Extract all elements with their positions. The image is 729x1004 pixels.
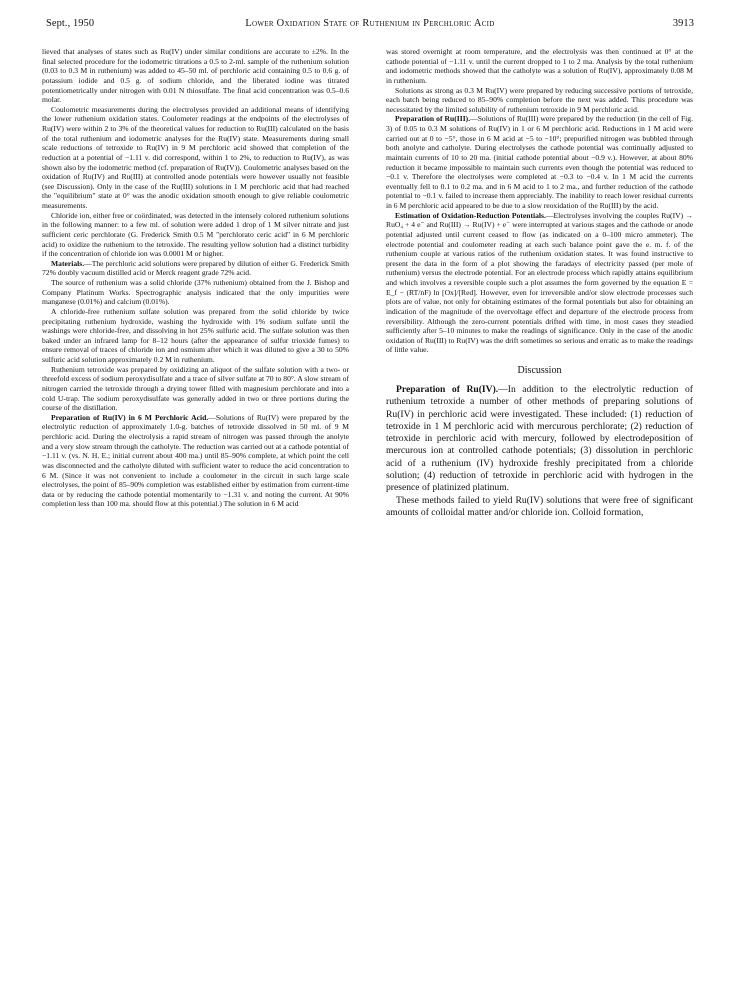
paragraph: Solutions as strong as 0.3 M Ru(IV) were prepared by reducing successive portions of tetroxide, each batch being reduced to 85–90% completion before the next was added. This procedure was necessitated by the limited solubility of ruthenium tetroxide in 9 M perchloric acid.: [386, 85, 693, 114]
paragraph-text: —In addition to the electrolytic reduction of ruthenium tetroxide a number of other methods of preparing solutions of Ru(IV) in perchloric acid were investigated. These included: (1) reduction of tetroxide in 1 M perchloric acid with mercurous perchlorate; (2) reduction of tetroxide in perchloric acid with mercury, followed by electrodeposition of mercurous ion at controlled cathode potentials; (3) dissolution in perchloric acid of a ruthenium (IV) hydroxide freshly precipitated from a chloride solution; (4) reduction of tetroxide in perchloric acid with hydrogen in the presence of platinized platinum.: [386, 384, 693, 494]
paragraph: Chloride ion, either free or coördinated, was detected in the intensely colored ruthenium solutions in the following manner: to a few ml. of solution were added 1 drop of 1 M silver nitrate and just sufficient ceric perchlorate (G. Frederick Smith 0.5 M "perchlorato ceric acid" in 6 M perchloric acid) to oxidize the ruthenium to the tetroxide. The resulting yellow solution had a distinct turbidity if the concentration of chloride ion was 0.0001 M or higher.: [42, 210, 349, 259]
paragraph-text: —The perchloric acid solutions were prepared by dilution of either G. Frederick Smith 72% doubly vacuum distilled acid or Merck reagent grade 72% acid.: [42, 258, 349, 278]
run-in-heading: Materials.: [51, 258, 85, 268]
paragraph: was stored overnight at room temperature, and the electrolysis was then continued at 0° at the cathode potential of −1.11 v. until the current dropped to 1 to 2 ma. Analysis by the total ruthenium and iodometric methods showed that the catholyte was a solution of Ru(IV), approximately 0.08 M in ruthenium.: [386, 47, 693, 85]
right-column: [386, 47, 693, 992]
paragraph: [386, 211, 693, 355]
paragraph: Coulometric measurements during the electrolyses provided an additional means of identifying the lower ruthenium oxidation states. Coulometer readings at the endpoints of the electrolyses of Ru(IV) were within 2 to 3% of the theoretical values for reduction to Ru(III) calculated on the basis of the total ruthenium and iodometric analyses for the Ru(IV) state. Measurements during small scale reductions of tetroxide to Ru(IV) in 9 M perchloric acid showed that completion of the reduction at a potential of −1.11 v. did correspond, within 1 to 2%, to reduction to Ru(IV), as was shown also by the iodometric method (cf. preparation of Ru(IV)). Coulometric analyses based on the oxidation of Ru(IV) and Ru(III) at controlled anode potentials were however usually not feasible (see Discussion). Only in the case of the Ru(III) solutions in 1 M perchloric acid that had reached the "equilibrium" state at 0° was the anodic oxidation smooth enough to give reliable coulometric measurements.: [42, 104, 349, 210]
paragraph: A chloride-free ruthenium sulfate solution was prepared from the solid chloride by twice precipitating ruthenium hydroxide, washing the hydroxide with 1% sodium sulfate until the washings were chloride-free, and dissolving in hot 25% sulfuric acid. The sulfate solution was then baked under an infrared lamp for 8–12 hours (after the appearance of sulfur trioxide fumes) to ensure removal of traces of chloride ion and osmium after which it was diluted to give a 30 to 50% sulfuric acid solution approximately 0.2 M in ruthenium.: [42, 306, 349, 364]
paragraph: [42, 413, 349, 509]
run-in-heading: Preparation of Ru(IV) in 6 M Perchloric Acid.: [51, 412, 209, 422]
run-in-heading: Preparation of Ru(IV).: [396, 384, 499, 395]
paragraph-text: —Solutions of Ru(III) were prepared by the reduction (in the cell of Fig. 3) of 0.05 to 0.3 M solutions of Ru(IV) in 1 or 6 M perchloric acid. Reductions in 1 M acid were carried out at 0 to −5°, those in 6 M acid at −5 to −10°; prepurified nitrogen was bubbled through both anolyte and catholyte. During electrolyses the cathode potential was continually adjusted to maintain currents of 10 to 20 ma. (initial cathode potential about −0.9 v.). However, at about 80% reduction it became impossible to maintain such currents even though the potential was reduced to −0.1 v. Therefore the electrolyses were completed at −0.3 to −0.4 v. In 1 M acid the currents eventually fell to 0.1 to 0.2 ma. and in 6 M acid to 1 to 2 ma., and further reduction of the cathode potential to −0.1 v. failed to increase them appreciably. The inability to reach lower residual currents in 6 M perchloric acid appeared to be due to a slow reoxidation of the Ru(III) by the acid.: [386, 114, 693, 210]
paragraph: Ruthenium tetroxide was prepared by oxidizing an aliquot of the sulfate solution with a two- or threefold excess of sodium peroxydisulfate and a trace of silver sulfate at 70 to 80°. A slow stream of nitrogen carried the tetroxide through a drying tower filled with magnesium perchlorate and into a cold U-trap. The sodium peroxydisulfate was generally added in two or three portions during the course of the distillation.: [42, 364, 349, 413]
run-in-heading: Preparation of Ru(III).: [395, 114, 471, 124]
paragraph: [386, 114, 693, 210]
paragraph: [386, 384, 693, 495]
paragraph: These methods failed to yield Ru(IV) solutions that were free of significant amounts of colloidal matter and/or chloride ion. Colloid formation,: [386, 494, 693, 518]
section-heading-discussion: Discussion: [517, 365, 562, 376]
page-number: 3913: [672, 18, 694, 29]
running-header: [46, 18, 694, 32]
running-title: Lower Oxidation State of Ruthenium in Perchloric Acid: [245, 18, 495, 29]
left-column: [42, 47, 349, 992]
paragraph-text: —Electrolyses involving the couples Ru(IV) → RuO₄ + 4 e⁻ and Ru(III) → Ru(IV) + e⁻ were interrupted at various stages and the cathode or anode potential adjusted until current ceased to flow (as indicated on a 0–100 micro ammeter). The electrode potential and coulometer reading at each such balance point gave the e. m. f. of the ruthenium couple at various ratios of the ruthenium oxidation states. It was found instructive to present the data in the form of a plot showing the faradays of electricity passed (per mole of ruthenium) versus the electrode potential. For an electrode process which rapidly attains equilibrium and which involves a reversible couple such a plot assumes the form governed by the equation E = E_f − (RT/nF) ln [Ox]/[Red]. However, even for irreversible and/or slow electrode processes such plots are of value, not only for obtaining estimates of the formal potentials but also for obtaining an indication of the magnitude of the overvoltage effect and departure of the electrode process from reversibility. Although the zero-current potentials drifted with time, in most cases they steadied sufficiently after 5–10 minutes to make the readings of significance. Only in the case of the anodic oxidation of Ru(III) to Ru(IV) was the drift sometimes so serious and erratic as to make the readings of little value.: [386, 210, 693, 355]
paragraph-text: —Solutions of Ru(IV) were prepared by the electrolytic reduction of approximately 1.0-g. batches of tetroxide dissolved in 50 ml. of 9 M perchloric acid. During the electrolysis a rapid stream of nitrogen was passed through the anolyte and a very slow stream through the catholyte. The reduction was carried out at a cathode potential of −1.11 v. (vs. N. H. E.; initial current about 400 ma.) until 85–90% complete, at which point the cell was disconnected and the catholyte diluted with sufficient water to reduce the acid concentration to 6 M. (Since it was not convenient to include a coulometer in the circuit in such large scale electrolyses, the point of 85–90% completion was established either by estimation from current-time data or by reducing the cathode potential momentarily to −1.31 v. and noting the current. At 90% completion less than 100 ma. should flow at this potential.) The solution in 6 M acid: [42, 412, 349, 509]
paragraph: [42, 259, 349, 278]
run-in-heading: Estimation of Oxidation-Reduction Potentials.: [395, 210, 546, 220]
paragraph: lieved that analyses of states such as Ru(IV) under similar conditions are accurate to ±2%. In the final selected procedure for the iodometric titrations a 0.5 to 2-ml. sample of the ruthenium solution (0.03 to 0.3 M in ruthenium) was added to 45–50 ml. of perchloric acid containing 0.5 to 0.6 g. of potassium iodide and 0.5 g. of sodium chloride, and the liberated iodine was titrated potentiometrically under nitrogen with 0.01 N thiosulfate. The final acid concentration was 0.5–0.6 molar.: [42, 47, 349, 105]
issue-date: Sept., 1950: [46, 18, 95, 29]
paragraph: The source of ruthenium was a solid chloride (37% ruthenium) obtained from the J. Bishop and Company Platinum Works. Spectrographic analysis indicated that the only impurities were manganese (0.01%) and calcium (0.01%).: [42, 278, 349, 307]
discussion-body: [386, 384, 693, 519]
